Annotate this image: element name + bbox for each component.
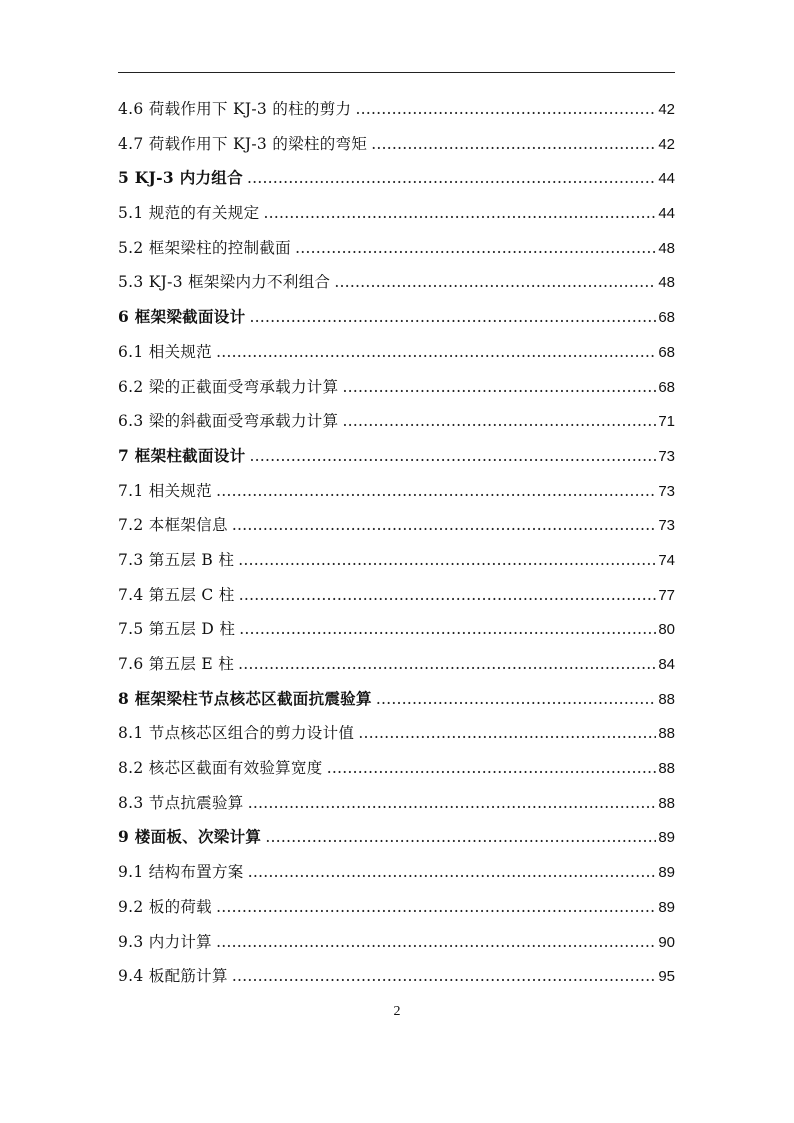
toc-leader-dots: [327, 751, 657, 786]
toc-leader-dots: [232, 508, 657, 543]
toc-entry[interactable]: [118, 265, 675, 300]
toc-leader-dots: [216, 890, 656, 925]
toc-entry[interactable]: [118, 404, 675, 439]
toc-entry-title: 8 框架梁柱节点核芯区截面抗震验算: [118, 688, 372, 708]
toc-entry-page: 42: [658, 135, 675, 153]
toc-entry[interactable]: [118, 612, 675, 647]
toc-entry-page: 89: [658, 864, 675, 882]
toc-entry-page: 74: [658, 551, 675, 569]
toc-entry-title: 7.4 第五层 C 柱: [118, 585, 235, 604]
toc-entry[interactable]: [118, 300, 675, 335]
toc-entry-page: 68: [658, 378, 675, 396]
toc-entry[interactable]: [118, 508, 675, 543]
toc-entry-title: 7 框架柱截面设计: [118, 445, 246, 465]
toc-leader-dots: [295, 231, 656, 266]
toc-leader-dots: [249, 300, 656, 335]
toc-entry[interactable]: [118, 716, 675, 751]
toc-entry-page: 71: [658, 413, 675, 431]
toc-leader-dots: [376, 682, 657, 717]
toc-entry-page: 89: [658, 829, 675, 847]
toc-entry-page: 48: [658, 239, 675, 257]
toc-leader-dots: [249, 439, 656, 474]
toc-entry-title: 7.6 第五层 E 柱: [118, 655, 235, 673]
toc-leader-dots: [239, 612, 656, 647]
toc-entry-page: 73: [658, 482, 675, 500]
toc-entry[interactable]: [118, 161, 675, 196]
toc-leader-dots: [342, 404, 656, 439]
toc-entry-page: 90: [658, 933, 675, 951]
toc-entry[interactable]: [118, 959, 675, 994]
toc-entry-page: 42: [658, 101, 675, 118]
toc-entry-title: 8.3 节点抗震验算: [118, 793, 244, 812]
toc-entry-page: 84: [658, 656, 675, 673]
toc-entry[interactable]: [118, 370, 675, 405]
toc-entry[interactable]: [118, 751, 675, 786]
toc-leader-dots: [342, 370, 656, 405]
toc-entry-page: 80: [658, 621, 675, 639]
toc-entry[interactable]: [118, 578, 675, 613]
toc-leader-dots: [355, 92, 656, 127]
table-of-contents: [118, 92, 675, 994]
toc-entry-page: 48: [658, 274, 675, 292]
toc-leader-dots: [247, 161, 656, 196]
toc-entry-title: 6.2 梁的正截面受弯承载力计算: [118, 377, 339, 396]
toc-entry-title: 9.3 内力计算: [118, 932, 212, 951]
toc-leader-dots: [238, 543, 656, 578]
toc-leader-dots: [358, 716, 656, 751]
toc-entry-page: 95: [658, 968, 675, 986]
toc-entry-title: 6 框架梁截面设计: [118, 307, 246, 327]
toc-entry-title: 5 KJ-3 内力组合: [118, 168, 243, 188]
toc-entry-page: 88: [658, 760, 675, 778]
page-number: 2: [393, 1004, 401, 1019]
toc-entry-title: 4.7 荷载作用下 KJ-3 的梁柱的弯矩: [118, 134, 368, 153]
toc-entry-page: 44: [658, 205, 675, 223]
toc-entry[interactable]: [118, 682, 675, 717]
toc-entry-title: 7.3 第五层 B 柱: [118, 550, 235, 569]
toc-leader-dots: [263, 196, 656, 231]
toc-entry-title: 7.5 第五层 D 柱: [118, 620, 236, 639]
toc-leader-dots: [248, 786, 657, 821]
toc-entry-title: 5.3 KJ-3 框架梁内力不利组合: [118, 273, 331, 292]
toc-entry[interactable]: [118, 820, 675, 855]
toc-entry[interactable]: [118, 196, 675, 231]
toc-entry[interactable]: [118, 335, 675, 370]
toc-entry-page: 88: [658, 794, 675, 812]
toc-entry-title: 4.6 荷载作用下 KJ-3 的柱的剪力: [118, 100, 352, 118]
toc-entry-page: 88: [658, 725, 675, 743]
toc-leader-dots: [334, 265, 656, 300]
toc-leader-dots: [216, 925, 656, 960]
toc-leader-dots: [238, 647, 656, 682]
toc-leader-dots: [248, 855, 657, 890]
toc-leader-dots: [216, 474, 656, 509]
toc-entry[interactable]: [118, 647, 675, 682]
toc-entry-page: 68: [658, 343, 675, 361]
toc-entry-title: 9.1 结构布置方案: [118, 863, 244, 882]
toc-entry-title: 8.1 节点核芯区组合的剪力设计值: [118, 724, 355, 743]
toc-entry-title: 6.3 梁的斜截面受弯承载力计算: [118, 412, 339, 431]
toc-entry[interactable]: [118, 890, 675, 925]
toc-entry[interactable]: [118, 786, 675, 821]
toc-entry-title: 8.2 核芯区截面有效验算宽度: [118, 759, 323, 778]
toc-entry-title: 9.2 板的荷载: [118, 897, 212, 916]
toc-entry-title: 7.1 相关规范: [118, 481, 212, 500]
toc-entry[interactable]: [118, 474, 675, 509]
toc-leader-dots: [371, 127, 656, 162]
header-rule: [118, 72, 675, 73]
toc-entry-page: 68: [658, 309, 675, 327]
toc-leader-dots: [216, 335, 656, 370]
toc-entry[interactable]: [118, 925, 675, 960]
toc-entry[interactable]: [118, 543, 675, 578]
toc-leader-dots: [232, 959, 657, 994]
toc-entry-title: 7.2 本框架信息: [118, 516, 228, 535]
toc-leader-dots: [239, 578, 657, 613]
toc-entry-title: 9 楼面板、次梁计算: [118, 827, 262, 847]
toc-entry-title: 6.1 相关规范: [118, 342, 212, 361]
toc-entry[interactable]: [118, 92, 675, 127]
toc-entry-title: 5.2 框架梁柱的控制截面: [118, 238, 291, 257]
toc-entry[interactable]: [118, 439, 675, 474]
toc-entry-page: 44: [658, 170, 675, 188]
toc-entry[interactable]: [118, 127, 675, 162]
toc-entry-page: 88: [658, 690, 675, 708]
toc-entry-page: 73: [658, 517, 675, 535]
toc-entry[interactable]: [118, 855, 675, 890]
toc-entry-page: 77: [658, 586, 675, 604]
toc-entry-title: 9.4 板配筋计算: [118, 967, 228, 986]
toc-entry-page: 73: [658, 447, 675, 465]
toc-entry[interactable]: [118, 231, 675, 266]
toc-leader-dots: [265, 820, 656, 855]
toc-entry-page: 89: [658, 898, 675, 916]
toc-entry-title: 5.1 规范的有关规定: [118, 204, 260, 223]
